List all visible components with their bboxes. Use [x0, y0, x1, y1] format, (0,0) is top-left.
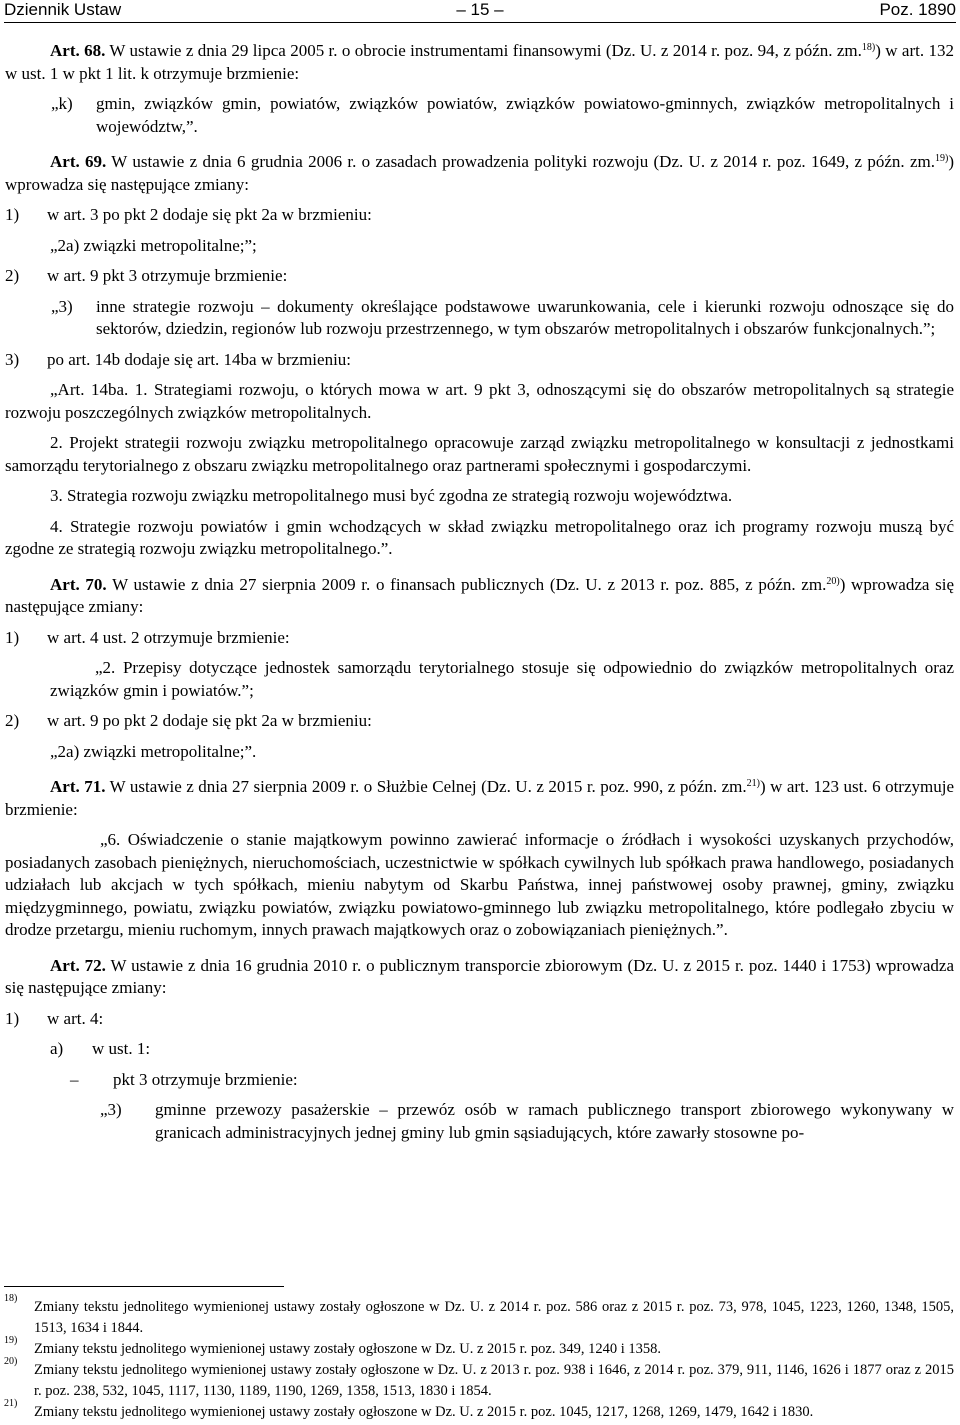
article-number: Art. 68.	[50, 41, 106, 60]
art-72-dash-item: – pkt 3 otrzymuje brzmienie:	[70, 1069, 298, 1089]
art-14ba-para-2: 2. Projekt strategii rozwoju związku metropolitalnego opracowuje zarząd związku metropolitalnego w konsultacji z jednostkami samorządu terytorialnego z obszaru związku metropolitalnego oraz partnerami społecznymi i gospodarczymi.	[5, 433, 954, 475]
art-71-quote: „6. Oświadczenie o stanie majątkowym powinno zawierać informacje o źródłach i wysokości uzyskanych przychodów, posiadanych zasobach pieniężnych, nieruchomościach, uczestnictwie w spółkach cywilnych lub spółkach prawa handlowego, posiadanych udziałach lub akcjach w tych spółkach, mieniu nabytym od Skarbu Państwa, innej państwowej osoby prawnej, gminy, związku międzygminnego, powiatu, związku powiatów, związku powiatowo-gminnego lub związku metropolitalnego, które podlegało zbyciu w drodze przetargu, mieniu ruchomym, innych prawach majątkowych oraz o zobowiązaniach pieniężnych.”.	[5, 830, 954, 939]
footnote-ref: 20)	[826, 575, 840, 587]
art-14ba-para-1: „Art. 14ba. 1. Strategiami rozwoju, o których mowa w art. 9 pkt 3, odnoszącymi się do obszarów metropolitalnych są strategie rozwoju poszczególnych związków metropolitalnych.	[5, 380, 954, 422]
footnote-19: 19) Zmiany tekstu jednolitego wymienionej ustawy zostały ogłoszone w Dz. U. z 2015 r. poz. 349, 1240 i 1358.	[4, 1335, 662, 1357]
art-70-point-2-quote: „2a) związki metropolitalne;”.	[50, 741, 257, 761]
page-number: – 15 –	[456, 0, 504, 19]
position-number: Poz. 1890	[879, 0, 956, 19]
art-14ba-para-3: 3. Strategia rozwoju związku metropolitalnego musi być zgodna ze strategią rozwoju województwa.	[50, 486, 733, 505]
footnote-ref: 21)	[746, 778, 760, 789]
footnote-18: 18) Zmiany tekstu jednolitego wymienionej ustawy zostały ogłoszone w Dz. U. z 2014 r. poz. 586 oraz z 2015 r. poz. 73, 978, 1045, 1223, 1260, 1348, 1505, 1513, 1634 i 1844.	[4, 1293, 954, 1336]
article-number: Art. 72.	[50, 955, 106, 975]
footnote-ref: 18)	[861, 42, 876, 53]
journal-title: Dziennik Ustaw	[4, 0, 122, 19]
art-70-point-1-quote: „2. Przepisy dotyczące jednostek samorządu terytorialnego stosuje się odpowiednio do związków metropolitalnych oraz związków gmin i powiatów.”;	[50, 658, 954, 700]
art-72-point-3-quote: „3) gminne przewozy pasażerskie – przewóz osób w ramach publicznego transport zbiorowego wykonywany w granicach administracyjnych jednej gminy lub gmin sąsiadujących, które zawarły stosowne po-	[100, 1100, 954, 1142]
footnote-ref: 19)	[935, 153, 949, 164]
document-body	[5, 40, 954, 1144]
art-70-intro: Art. 70. W ustawie z dnia 27 sierpnia 2009 r. o finansach publicznych (Dz. U. z 2013 r. poz. 885, z późn. zm.$^{20)}$) wprowadza się następujące zmiany:	[5, 574, 954, 616]
article-number: Art. 69.	[50, 152, 107, 171]
art-72-point-1: 1) w art. 4:	[5, 1008, 104, 1028]
footnote-separator	[4, 1286, 284, 1287]
art-71-intro: Art. 71. W ustawie z dnia 27 sierpnia 2009 r. o Służbie Celnej (Dz. U. z 2015 r. poz. 990, z późn. zm.$^{21)}$) w art. 123 ust. 6 otrzymuje brzmienie:	[5, 777, 954, 819]
art-72-letter-a: a) w ust. 1:	[50, 1039, 151, 1058]
art-69-intro: Art. 69. W ustawie z dnia 6 grudnia 2006 r. o zasadach prowadzenia polityki rozwoju (Dz. U. z 2014 r. poz. 1649, z późn. zm.$^{19)}$) wprowadza się następujące zmiany:	[5, 152, 955, 194]
art-70-point-1: 1) w art. 4 ust. 2 otrzymuje brzmienie:	[5, 627, 290, 647]
art-14ba-para-4: 4. Strategie rozwoju powiatów i gmin wchodzących w skład związku metropolitalnego oraz ich programy rozwoju muszą być zgodne ze strategią rozwoju związku metropolitalnego.”.	[5, 516, 954, 558]
footnotes	[4, 1293, 954, 1423]
art-69-point-1-quote: „2a) związki metropolitalne;”;	[50, 235, 257, 255]
footnote-20: 20) Zmiany tekstu jednolitego wymienionej ustawy zostały ogłoszone w Dz. U. z 2013 r. poz. 938 i 1646, z 2014 r. poz. 379, 911, 1146, 1626 i 1877 oraz z 2015 r. poz. 238, 532, 1045, 1117, 1130, 1189, 1190, 1269, 1358, 1513, 1830 i 1854.	[4, 1356, 954, 1399]
art-70-point-2: 2) w art. 9 po pkt 2 dodaje się pkt 2a w brzmieniu:	[5, 711, 372, 730]
art-68-item-k: „k) gmin, związków gmin, powiatów, związków powiatów, związków powiatowo-gminnych, związków metropolitalnych i województw,”.	[51, 94, 954, 136]
art-69-point-2-quote: „3) inne strategie rozwoju – dokumenty określające podstawowe uwarunkowania, cele i kierunki rozwoju odnoszące się do sektorów, dziedzin, regionów lub rozwoju przestrzennego, w tym obszarów metropolitalnych i obszarów funkcjonalnych.”;	[51, 296, 954, 338]
art-69-point-3: 3) po art. 14b dodaje się art. 14ba w brzmieniu:	[5, 349, 352, 369]
art-72-intro: Art. 72. W ustawie z dnia 16 grudnia 2010 r. o publicznym transporcie zbiorowym (Dz. U. z 2015 r. poz. 1440 i 1753) wprowadza się następujące zmiany:	[5, 955, 955, 997]
art-69-point-2: 2) w art. 9 pkt 3 otrzymuje brzmienie:	[5, 266, 288, 285]
article-number: Art. 71.	[50, 777, 106, 796]
footnote-21: 21) Zmiany tekstu jednolitego wymienionej ustawy zostały ogłoszone w Dz. U. z 2015 r. poz. 1045, 1217, 1268, 1269, 1479, 1642 i 1830.	[4, 1398, 814, 1420]
article-number: Art. 70.	[50, 574, 107, 594]
page-header	[4, 0, 956, 23]
art-68-intro: Art. 68. W ustawie z dnia 29 lipca 2005 r. o obrocie instrumentami finansowymi (Dz. U. z 2014 r. poz. 94, z późn. zm.$^{18)}$) w art. 132 w ust. 1 w pkt 1 lit. k otrzymuje brzmienie:	[5, 41, 954, 83]
art-69-point-1: 1) w art. 3 po pkt 2 dodaje się pkt 2a w brzmieniu:	[5, 205, 372, 224]
